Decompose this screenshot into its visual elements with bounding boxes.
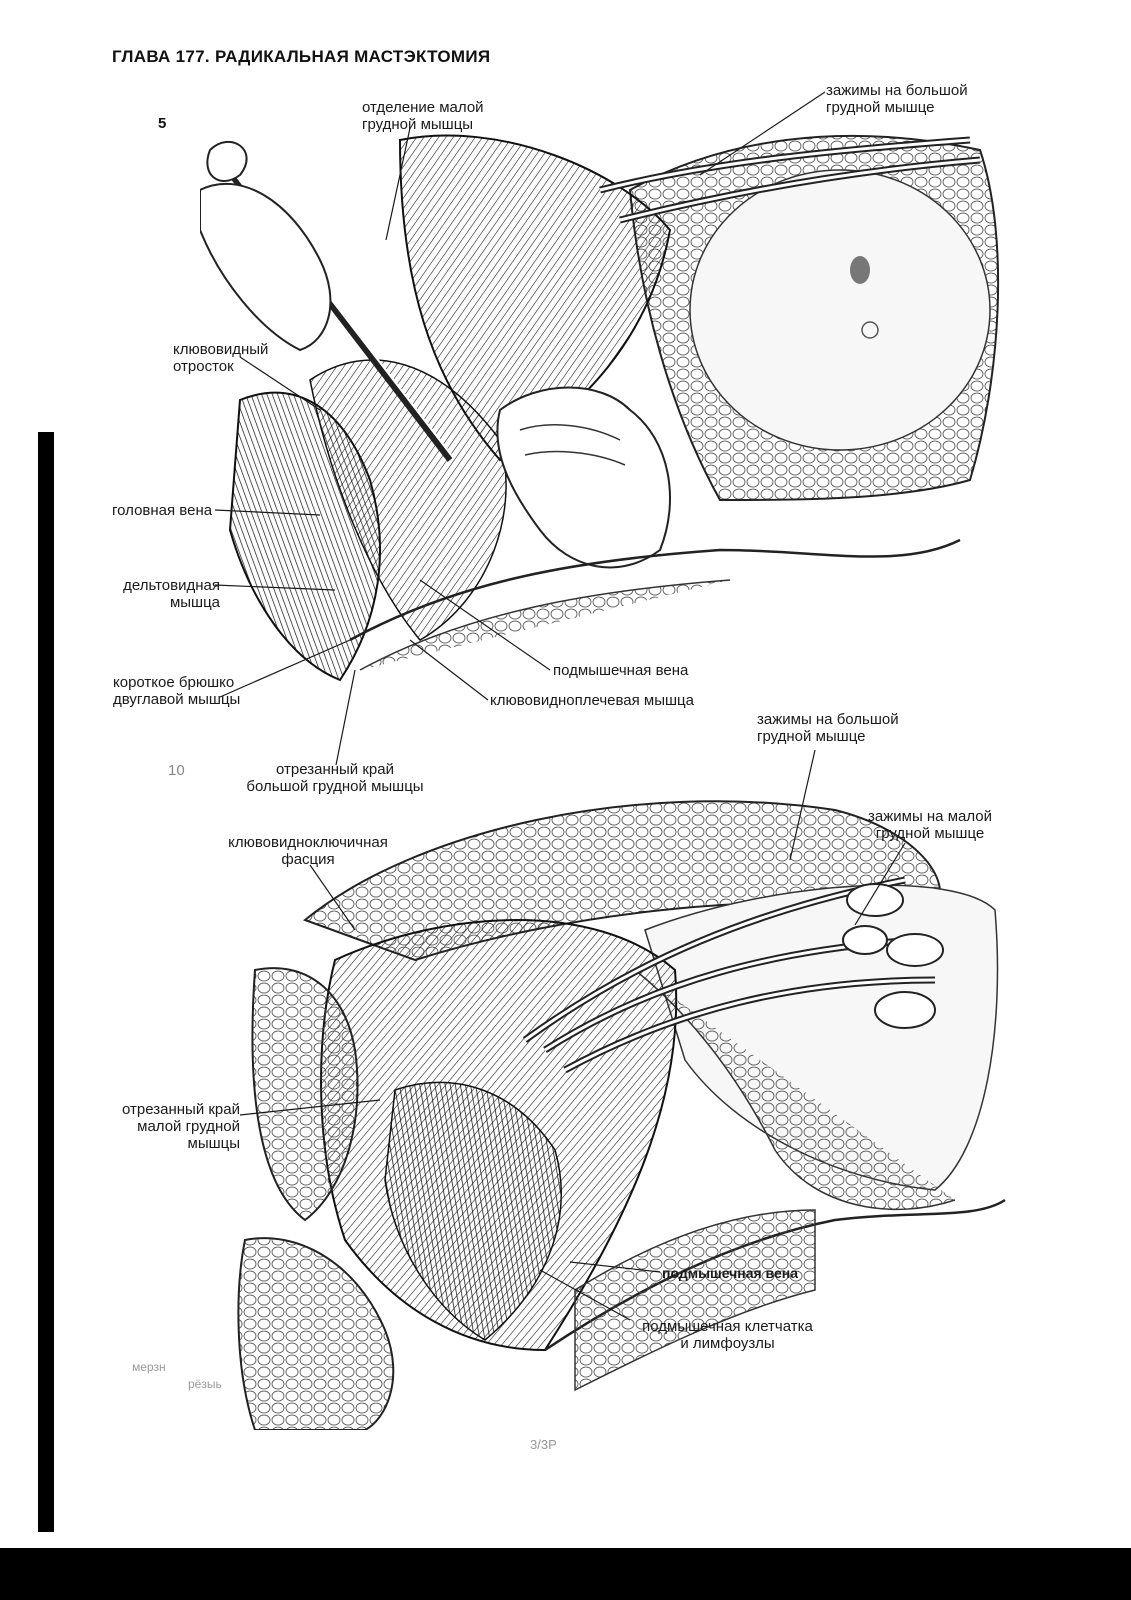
label-cut-edge-major-pectoral: отрезанный край большой грудной мышцы <box>246 761 424 795</box>
label-coracobrachialis: клювовидноплечевая мышца <box>490 692 694 709</box>
label-minor-pectoral-separation: отделение малой грудной мышцы <box>362 99 484 133</box>
smudge-text-b: рёзыь <box>188 1377 222 1391</box>
figure-10-illustration <box>215 790 1025 1430</box>
label-axillary-vein-5: подмышечная вена <box>553 662 689 679</box>
label-clamps-minor-pectoral: зажимы на малой грудной мышце <box>868 808 992 842</box>
figure-10-number: 10 <box>168 762 185 779</box>
scan-edge-bottom <box>0 1548 1131 1600</box>
page-number: 3/3P <box>530 1437 557 1452</box>
label-biceps-short-head: короткое брюшко двуглавой мышцы <box>113 674 241 708</box>
label-cut-edge-minor-pectoral: отрезанный край малой грудной мышцы <box>122 1101 240 1152</box>
label-coracoid-process: клювовидный отросток <box>173 341 269 375</box>
chapter-title: ГЛАВА 177. РАДИКАЛЬНАЯ МАСТЭКТОМИЯ <box>112 47 491 66</box>
smudge-text-a: мерзн <box>132 1360 166 1374</box>
label-deltoid-muscle: дельтовидная мышца <box>123 577 220 611</box>
figure-5-number: 5 <box>158 115 167 132</box>
label-clamps-major-pectoral-5: зажимы на большой грудной мышце <box>826 82 968 116</box>
label-axillary-vein-10: подмышечная вена <box>662 1265 799 1281</box>
label-axillary-tissue-lymph-nodes: подмышечная клетчатка и лимфоузлы <box>642 1318 813 1352</box>
label-clavipectoral-fascia: клювовидноключичная фасция <box>228 834 388 868</box>
scan-edge-left <box>38 432 54 1532</box>
label-cephalic-vein: головная вена <box>112 502 213 519</box>
label-clamps-major-pectoral-10: зажимы на большой грудной мышце <box>757 711 899 745</box>
figure-5-illustration <box>200 80 1020 720</box>
